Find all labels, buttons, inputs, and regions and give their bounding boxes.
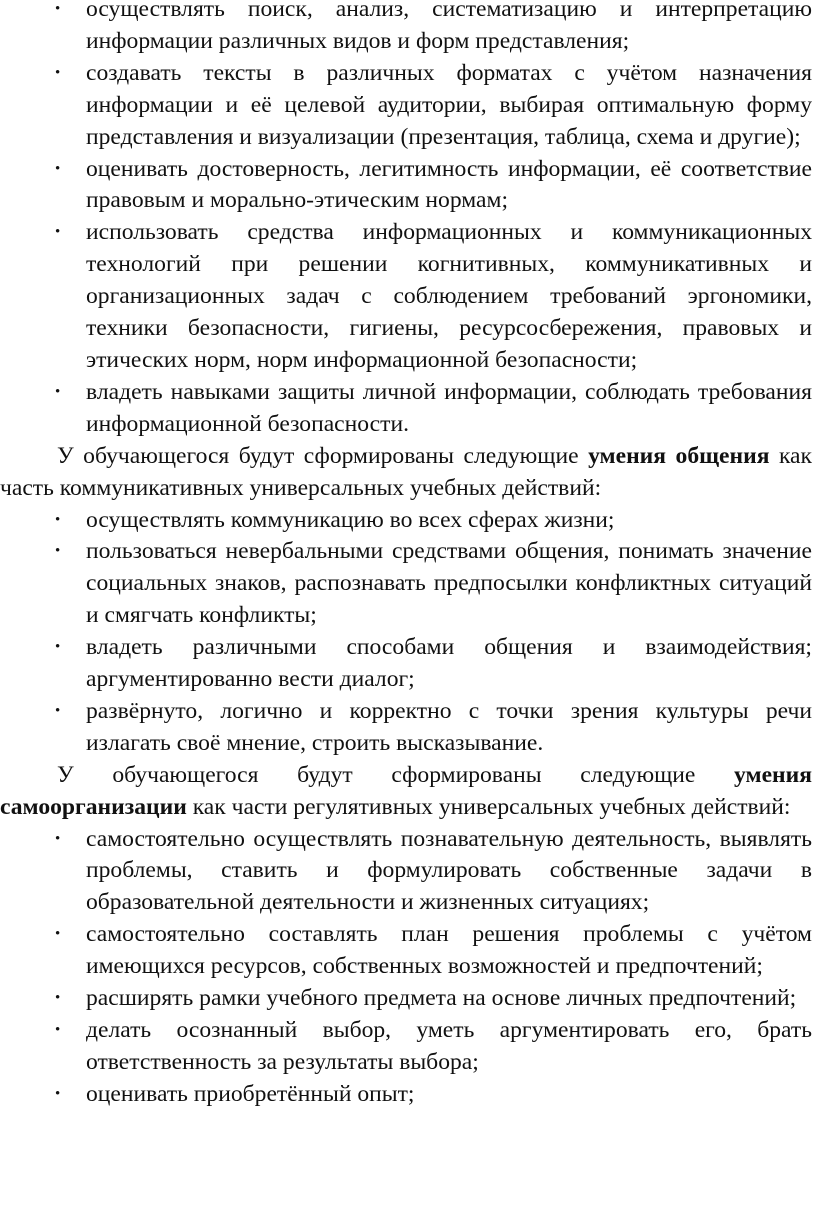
- list-item-text: пользоваться невербальными средствами общения, понимать значение социальных знаков, распознавать предпосылки конфликтных ситуаций и смягчать конфликты;: [86, 538, 812, 629]
- self-organization-skills-intro: [0, 760, 816, 824]
- bullet-icon: •: [55, 926, 61, 943]
- list-item: [0, 154, 816, 218]
- list-item: [0, 632, 816, 696]
- bullet-icon: •: [55, 1, 61, 17]
- list-item-text: оценивать приобретённый опыт;: [86, 1080, 415, 1107]
- communication-skills-list: [0, 505, 816, 760]
- list-item: [0, 58, 816, 154]
- list-item-text: осуществлять поиск, анализ, систематизацию и интерпретацию информации различных видов и форм представления;: [86, 0, 812, 54]
- bullet-icon: •: [55, 64, 61, 81]
- list-item-text: самостоятельно осуществлять познавательную деятельность, выявлять проблемы, ставить и формулировать собственные задачи в образовательной деятельности и жизненных ситуациях;: [86, 825, 812, 916]
- info-skills-list: [0, 0, 816, 441]
- bullet-icon: •: [55, 1022, 61, 1038]
- list-item: [0, 1079, 816, 1111]
- bullet-icon: •: [55, 224, 61, 241]
- list-item: [0, 824, 816, 920]
- list-item-text: делать осознанный выбор, уметь аргументировать его, брать ответственность за результаты выбора;: [86, 1017, 812, 1075]
- communication-skills-intro: [0, 441, 816, 505]
- list-item: [0, 377, 816, 441]
- bullet-icon: •: [55, 543, 61, 560]
- list-item: [0, 983, 816, 1015]
- list-item: [0, 0, 816, 58]
- intro-text: как части регулятивных универсальных учебных действий:: [186, 793, 791, 820]
- bullet-icon: •: [55, 383, 61, 400]
- list-item: [0, 536, 816, 632]
- bullet-icon: •: [55, 511, 61, 528]
- self-organization-skills-list: [0, 824, 816, 1111]
- bullet-icon: •: [55, 160, 61, 177]
- list-item: [0, 919, 816, 983]
- bullet-icon: •: [55, 830, 61, 847]
- list-item: [0, 696, 816, 760]
- bullet-icon: •: [55, 1085, 61, 1102]
- list-item-text: развёрнуто, логично и корректно с точки зрения культуры речи излагать своё мнение, строить высказывание.: [86, 697, 812, 756]
- intro-text: У обучающегося будут сформированы следующие: [57, 761, 735, 788]
- list-item-text: владеть навыками защиты личной информации, соблюдать требования информационной безопасности.: [86, 378, 812, 437]
- list-item-text: использовать средства информационных и коммуникационных технологий при решении когнитивных, коммуникативных и организационных задач с соблюдением требований эргономики, техники безопасности, гигиены, ресурсосбережения, правовых и этических норм, норм информационной безопасности;: [86, 219, 812, 373]
- bullet-icon: •: [55, 639, 61, 656]
- list-item-text: самостоятельно составлять план решения проблемы с учётом имеющихся ресурсов, собственных возможностей и предпочтений;: [86, 921, 812, 980]
- list-item: [0, 217, 816, 377]
- intro-text: У обучающегося будут сформированы следующие: [57, 442, 589, 469]
- intro-text: как часть коммуникативных универсальных учебных действий:: [0, 442, 812, 501]
- bullet-icon: •: [55, 702, 61, 719]
- list-item-text: расширять рамки учебного предмета на основе личных предпочтений;: [86, 985, 797, 1012]
- list-item-text: владеть различными способами общения и взаимодействия; аргументированно вести диалог;: [86, 634, 812, 693]
- list-item-text: осуществлять коммуникацию во всех сферах жизни;: [86, 506, 615, 533]
- list-item: [0, 505, 816, 537]
- list-item-text: создавать тексты в различных форматах с учётом назначения информации и её целевой аудитории, выбирая оптимальную форму представления и визуализации (презентация, таблица, схема и другие);: [86, 59, 812, 150]
- intro-bold-term: умения общения: [588, 442, 770, 469]
- bullet-icon: •: [55, 990, 61, 1007]
- intro-bold-term: умения самоорганизации: [0, 761, 812, 820]
- list-item-text: оценивать достоверность, легитимность информации, её соответствие правовым и морально-этическим нормам;: [86, 155, 812, 214]
- list-item: [0, 1015, 816, 1079]
